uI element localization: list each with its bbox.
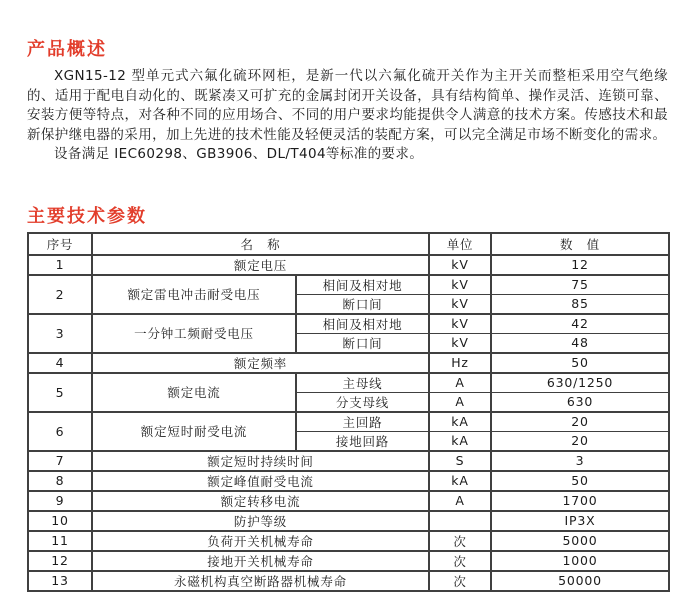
name-cell: 额定频率 (92, 353, 429, 373)
header-unit: 单位 (429, 233, 491, 255)
value-cell: 85 (491, 294, 669, 314)
value-cell: 12 (491, 255, 669, 275)
table-header-row (28, 233, 669, 255)
value-cell: 630/1250 (491, 373, 669, 393)
unit-cell: kV (429, 255, 491, 275)
seq-cell: 5 (28, 373, 92, 412)
sub-name-cell: 断口间 (296, 333, 429, 353)
name-cell: 防护等级 (92, 511, 429, 531)
name-cell: 额定短时持续时间 (92, 451, 429, 471)
overview-paragraph-2: 设备满足 IEC60298、GB3906、DL/T404等标准的要求。 (54, 146, 424, 162)
value-cell: 1000 (491, 551, 669, 571)
name-cell: 负荷开关机械寿命 (92, 531, 429, 551)
value-cell: 630 (491, 392, 669, 412)
sub-name-cell: 主回路 (296, 412, 429, 432)
header-value: 数 值 (491, 233, 669, 255)
seq-cell: 9 (28, 491, 92, 511)
value-cell: 20 (491, 431, 669, 451)
seq-cell: 1 (28, 255, 92, 275)
seq-cell: 6 (28, 412, 92, 451)
param-row (28, 471, 669, 491)
param-row (28, 551, 669, 571)
value-cell: 20 (491, 412, 669, 432)
header-name: 名 称 (92, 233, 429, 255)
unit-cell: kV (429, 275, 491, 295)
value-cell: 5000 (491, 531, 669, 551)
value-cell: 3 (491, 451, 669, 471)
sub-name-cell: 主母线 (296, 373, 429, 393)
name-cell: 接地开关机械寿命 (92, 551, 429, 571)
param-row (28, 255, 669, 275)
param-row (28, 451, 669, 471)
unit-cell: 次 (429, 571, 491, 591)
seq-cell: 3 (28, 314, 92, 353)
unit-cell: A (429, 373, 491, 393)
seq-cell: 13 (28, 571, 92, 591)
name-cell: 额定峰值耐受电流 (92, 471, 429, 491)
value-cell: 50000 (491, 571, 669, 591)
unit-cell: kV (429, 333, 491, 353)
value-cell: 42 (491, 314, 669, 334)
param-row (28, 531, 669, 551)
seq-cell: 8 (28, 471, 92, 491)
seq-cell: 10 (28, 511, 92, 531)
value-cell: 75 (491, 275, 669, 295)
name-cell: 额定转移电流 (92, 491, 429, 511)
sub-name-cell: 分支母线 (296, 392, 429, 412)
value-cell: IP3X (491, 511, 669, 531)
seq-cell: 12 (28, 551, 92, 571)
overview-title: 产品概述 (27, 39, 107, 60)
unit-cell (429, 511, 491, 531)
param-row (28, 571, 669, 591)
unit-cell: kV (429, 314, 491, 334)
unit-cell: kA (429, 412, 491, 432)
unit-cell: Hz (429, 353, 491, 373)
param-row (28, 511, 669, 531)
name-cell: 额定电流 (92, 373, 296, 412)
param-row (28, 314, 669, 334)
seq-cell: 7 (28, 451, 92, 471)
value-cell: 48 (491, 333, 669, 353)
parameters-title: 主要技术参数 (27, 205, 147, 227)
name-cell: 额定短时耐受电流 (92, 412, 296, 451)
seq-cell: 4 (28, 353, 92, 373)
sub-name-cell: 接地回路 (296, 431, 429, 451)
sub-name-cell: 相间及相对地 (296, 314, 429, 334)
seq-cell: 11 (28, 531, 92, 551)
parameters-table (27, 232, 670, 592)
value-cell: 50 (491, 471, 669, 491)
name-cell: 永磁机构真空断路器机械寿命 (92, 571, 429, 591)
unit-cell: kA (429, 471, 491, 491)
name-cell: 一分钟工频耐受电压 (92, 314, 296, 353)
unit-cell: A (429, 491, 491, 511)
overview-paragraph-1: XGN15-12 型单元式六氟化硫环网柜，是新一代以六氟化硫开关作为主开关而整柜采用空气绝缘的、适用于配电自动化的、既紧凑又可扩充的金属封闭开关设备，具有结构简单、操作灵活、连锁可靠、安装方便等特点，对各种不同的应用场合、不同的用户要求均能提供令人满意的技术方案。传感技术和最新保护继电器的采用，加上先进的技术性能及轻便灵活的装配方案，可以完全满足市场不断变化的需求。 (27, 68, 668, 143)
param-row (28, 275, 669, 295)
name-cell: 额定电压 (92, 255, 429, 275)
unit-cell: kA (429, 431, 491, 451)
param-row (28, 412, 669, 432)
param-row (28, 491, 669, 511)
value-cell: 50 (491, 353, 669, 373)
name-cell: 额定雷电冲击耐受电压 (92, 275, 296, 314)
unit-cell: 次 (429, 551, 491, 571)
unit-cell: 次 (429, 531, 491, 551)
header-seq: 序号 (28, 233, 92, 255)
seq-cell: 2 (28, 275, 92, 314)
param-row (28, 353, 669, 373)
unit-cell: A (429, 392, 491, 412)
param-row (28, 373, 669, 393)
unit-cell: S (429, 451, 491, 471)
unit-cell: kV (429, 294, 491, 314)
value-cell: 1700 (491, 491, 669, 511)
sub-name-cell: 相间及相对地 (296, 275, 429, 295)
sub-name-cell: 断口间 (296, 294, 429, 314)
